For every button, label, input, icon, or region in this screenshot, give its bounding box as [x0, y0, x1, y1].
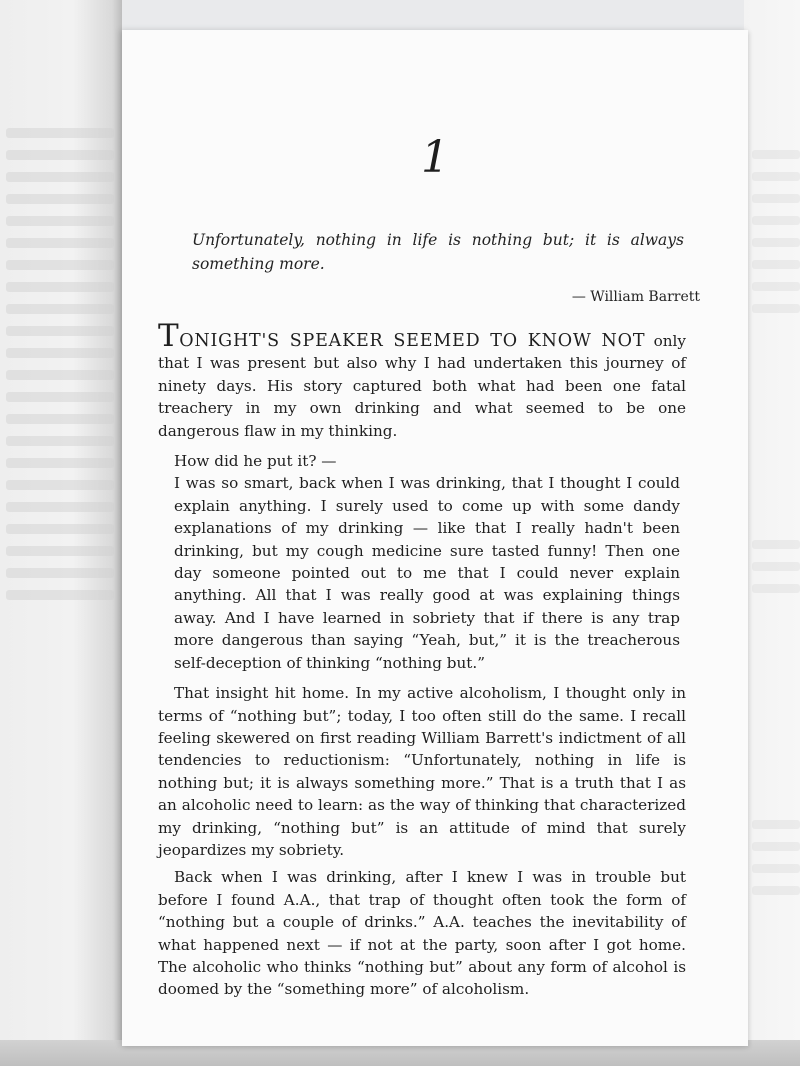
facing-page-text-line — [6, 238, 114, 248]
book-page — [122, 30, 748, 1046]
facing-page-text-line — [6, 172, 114, 182]
facing-page-text-line — [752, 562, 800, 571]
opening-paragraph — [158, 318, 686, 442]
facing-page-text-line — [6, 370, 114, 380]
facing-page-text-line — [752, 864, 800, 873]
facing-page-text-line — [6, 436, 114, 446]
facing-page-text-line — [6, 392, 114, 402]
facing-page-text-line — [6, 194, 114, 204]
facing-page-text-line — [6, 216, 114, 226]
facing-page-text-line — [6, 458, 114, 468]
facing-page-text-line — [752, 282, 800, 291]
facing-page-text-line — [6, 502, 114, 512]
facing-page-text-line — [6, 524, 114, 534]
facing-page-text-line — [6, 568, 114, 578]
epigraph-author: — William Barrett — [571, 289, 700, 305]
facing-page-text-line — [752, 260, 800, 269]
facing-page-text-line — [752, 584, 800, 593]
facing-page-text-line — [752, 304, 800, 313]
chapter-number: 1 — [421, 132, 449, 183]
facing-page-text-line — [752, 216, 800, 225]
facing-page-text-line — [752, 194, 800, 203]
facing-page-text-line — [6, 326, 114, 336]
facing-page-text-line — [752, 842, 800, 851]
facing-page-text-line — [752, 820, 800, 829]
facing-page-text-line — [6, 260, 114, 270]
facing-page-text-line — [6, 128, 114, 138]
facing-page-text-line — [752, 172, 800, 181]
facing-page-right — [744, 0, 800, 1066]
facing-page-text-line — [6, 304, 114, 314]
body-paragraph: That insight hit home. In my active alcoholism, I thought only in terms of “nothing but”; today, I too often still do the same. I recall feeling skewered on first reading William Barrett's indictment of all tendencies to reductionism: “Unfortunately, nothing in life is nothing but; it is always something more.” That is a truth that I as an alcoholic need to learn: as the way of thinking that characterized my drinking, “nothing but” is an attitude of mind that surely jeopardizes my sobriety. — [158, 684, 686, 859]
drop-cap: T — [158, 318, 180, 354]
facing-page-text-line — [6, 480, 114, 490]
facing-page-text-line — [6, 414, 114, 424]
facing-page-text-line — [6, 348, 114, 358]
opening-small-caps: ONIGHT'S SPEAKER SEEMED TO KNOW NOT — [179, 331, 646, 351]
facing-page-left — [0, 0, 122, 1066]
facing-page-text-line — [752, 238, 800, 247]
facing-page-text-line — [752, 150, 800, 159]
speaker-quote: I was so smart, back when I was drinking, that I thought I could explain anything. I surely used to come up with some dandy explanations of my drinking — like that I really hadn't been drinking, but my cough medicine sure tasted funny! Then one day someone pointed out to me that I could never explain anything. All that I was really good at was explaining things away. And I have learned in sobriety that if there is any trap more dangerous than saying “Yeah, but,” it is the treacherous self-deception of thinking “nothing but.” — [174, 474, 680, 672]
body-paragraph: Back when I was drinking, after I knew I was in trouble but before I found A.A., that trap of thought often took the form of “nothing but a couple of drinks.” A.A. teaches the inevitability of what happened next — if not at the party, soon after I got home. The alcoholic who thinks “nothing but” about any form of alcohol is doomed by the “something more” of alcoholism. — [158, 868, 686, 999]
chapter-body — [158, 318, 686, 1001]
epigraph-quote: Unfortunately, nothing in life is nothing but; it is always something more. — [192, 231, 684, 273]
facing-page-text-line — [6, 282, 114, 292]
facing-page-text-line — [6, 590, 114, 600]
facing-page-text-line — [6, 546, 114, 556]
facing-page-text-line — [6, 150, 114, 160]
opening-paragraph-text: only that I was present but also why I had undertaken this journey of ninety days. His story captured both what had been one fatal treachery in my own drinking and what seemed to be one dangerous flaw in my thinking. — [158, 332, 686, 440]
speaker-question: How did he put it? — — [174, 452, 337, 471]
facing-page-text-line — [752, 540, 800, 549]
facing-page-text-line — [752, 886, 800, 895]
